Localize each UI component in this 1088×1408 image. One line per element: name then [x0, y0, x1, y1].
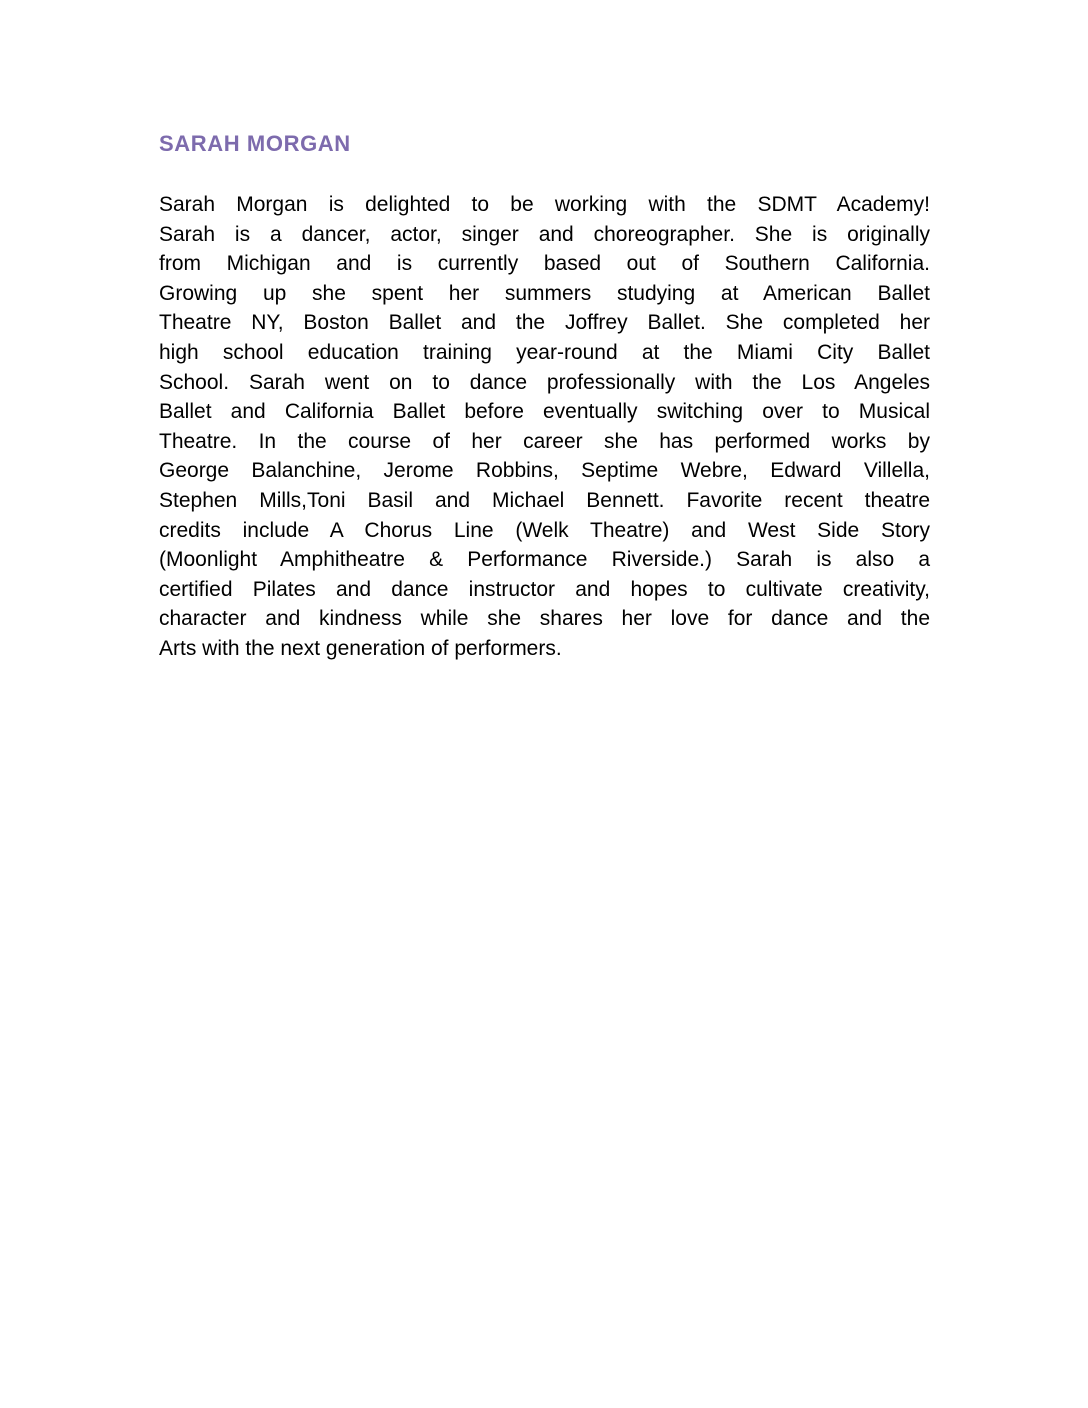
paragraph-line: School. Sarah went on to dance professionally with the Los Angeles	[159, 370, 930, 394]
paragraph-line: Ballet and California Ballet before eventually switching over to Musical	[159, 400, 930, 424]
paragraph-line: certified Pilates and dance instructor and hopes to cultivate creativity,	[159, 577, 930, 601]
paragraph-line: Stephen Mills,Toni Basil and Michael Bennett. Favorite recent theatre	[159, 488, 930, 512]
document-content	[159, 131, 930, 664]
paragraph-line: Sarah Morgan is delighted to be working with the SDMT Academy!	[159, 193, 930, 216]
page-title: SARAH MORGAN	[159, 131, 351, 156]
paragraph-line: Theatre. In the course of her career she has performed works by	[159, 429, 930, 453]
paragraph-line: Theatre NY, Boston Ballet and the Joffrey Ballet. She completed her	[159, 311, 930, 335]
paragraph-line: (Moonlight Amphitheatre & Performance Riverside.) Sarah is also a	[159, 548, 930, 572]
paragraph-line: high school education training year-round at the Miami City Ballet	[159, 340, 930, 364]
paragraph-line: George Balanchine, Jerome Robbins, Septime Webre, Edward Villella,	[159, 459, 930, 483]
paragraph-line: Arts with the next generation of performers.	[159, 636, 562, 660]
paragraph-line: Sarah is a dancer, actor, singer and choreographer. She is originally	[159, 222, 930, 246]
paragraph-line: character and kindness while she shares her love for dance and the	[159, 607, 930, 631]
bio-paragraph	[159, 190, 930, 664]
paragraph-line: Growing up she spent her summers studying at American Ballet	[159, 281, 930, 305]
paragraph-line: from Michigan and is currently based out of Southern California.	[159, 252, 930, 276]
paragraph-line: credits include A Chorus Line (Welk Theatre) and West Side Story	[159, 518, 930, 542]
